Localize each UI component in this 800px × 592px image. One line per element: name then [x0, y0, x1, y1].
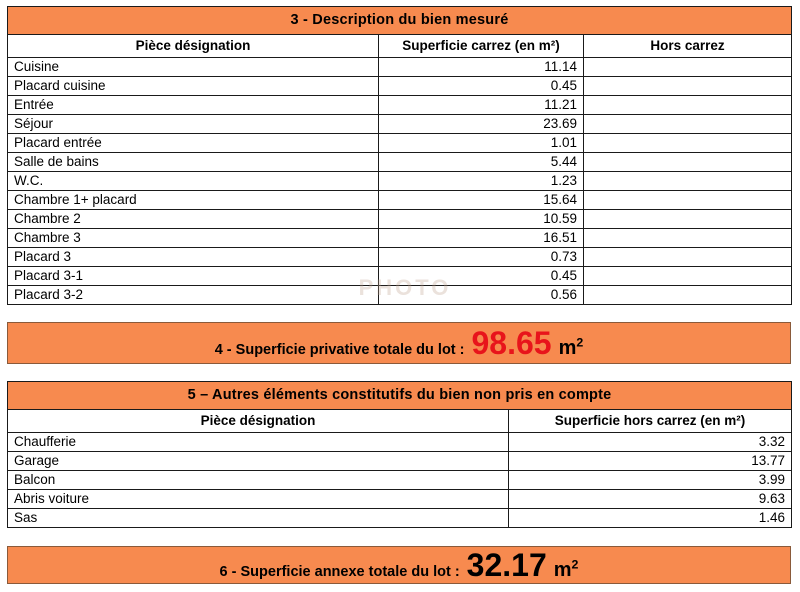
room-name: Entrée: [8, 96, 379, 115]
room-carrez-value: 15.64: [379, 191, 584, 210]
room-carrez-value: 0.56: [379, 286, 584, 305]
room-carrez-value: 0.45: [379, 267, 584, 286]
table-row: [8, 77, 792, 96]
table-row: [8, 471, 792, 490]
table-row: [8, 509, 792, 528]
column-header-designation-annex: Pièce désignation: [8, 410, 509, 433]
column-header-hors-carrez-annex: Superficie hors carrez (en m²): [509, 410, 792, 433]
table-row: [8, 134, 792, 153]
watermark: PHOTO: [358, 275, 452, 300]
table-row: [8, 172, 792, 191]
room-hors-carrez-value: [584, 191, 792, 210]
annex-hors-carrez-value: 13.77: [509, 452, 792, 471]
room-name: Placard entrée: [8, 134, 379, 153]
table-row: [8, 210, 792, 229]
table-row: [8, 490, 792, 509]
section-4-unit-exponent: 2: [576, 334, 584, 349]
section-6-value: 32.17: [466, 546, 547, 583]
room-carrez-value: 0.73: [379, 248, 584, 267]
section-6-unit-text: m: [553, 558, 572, 581]
room-carrez-value: 0.45: [379, 77, 584, 96]
room-name: Placard 3: [8, 248, 379, 267]
room-carrez-value: 10.59: [379, 210, 584, 229]
room-hors-carrez-value: [584, 115, 792, 134]
column-header-hors-carrez: Hors carrez: [584, 35, 792, 58]
section-5-header-row: [8, 410, 792, 433]
annex-name: Sas: [8, 509, 509, 528]
room-name: Placard 3-1: [8, 267, 379, 286]
table-row: [8, 96, 792, 115]
room-carrez-value: 23.69: [379, 115, 584, 134]
room-carrez-value: 11.21: [379, 96, 584, 115]
table-row: [8, 286, 792, 305]
room-carrez-value: 11.14: [379, 58, 584, 77]
annex-name: Garage: [8, 452, 509, 471]
section-5-title: 5 – Autres éléments constitutifs du bien non pris en compte: [8, 382, 792, 410]
table-row: [8, 267, 792, 286]
annex-name: Chaufferie: [8, 433, 509, 452]
table-row: [8, 433, 792, 452]
section-4-unit-text: m: [558, 336, 577, 359]
section-6-total-inner: [219, 546, 579, 583]
annex-hors-carrez-value: 3.32: [509, 433, 792, 452]
section-3-block: [7, 6, 791, 305]
room-name: Placard 3-2: [8, 286, 379, 305]
section-4-total-banner: [7, 322, 791, 364]
room-name: Chambre 3: [8, 229, 379, 248]
section-3-table: [7, 6, 792, 305]
room-hors-carrez-value: [584, 96, 792, 115]
section-6-total-banner: [7, 546, 791, 584]
section-5-table: [7, 381, 792, 528]
annex-name: Abris voiture: [8, 490, 509, 509]
table-row: [8, 452, 792, 471]
section-4-value: 98.65: [471, 324, 552, 361]
section-6-unit: [553, 556, 579, 582]
section-3-title-row: [8, 7, 792, 35]
section-5-block: [7, 381, 791, 528]
room-hors-carrez-value: [584, 172, 792, 191]
table-row: [8, 115, 792, 134]
annex-hors-carrez-value: 9.63: [509, 490, 792, 509]
section-4-total-inner: [214, 324, 584, 361]
table-row: [8, 248, 792, 267]
table-row: [8, 153, 792, 172]
room-hors-carrez-value: [584, 248, 792, 267]
room-name: Séjour: [8, 115, 379, 134]
room-name: Cuisine: [8, 58, 379, 77]
section-5-title-row: [8, 382, 792, 410]
table-row: [8, 58, 792, 77]
room-carrez-value: 16.51: [379, 229, 584, 248]
column-header-carrez: Superficie carrez (en m²): [379, 35, 584, 58]
room-hors-carrez-value: [584, 267, 792, 286]
room-name: Chambre 1+ placard: [8, 191, 379, 210]
annex-name: Balcon: [8, 471, 509, 490]
room-carrez-value: 1.23: [379, 172, 584, 191]
room-name: Placard cuisine: [8, 77, 379, 96]
room-name: W.C.: [8, 172, 379, 191]
annex-hors-carrez-value: 1.46: [509, 509, 792, 528]
room-carrez-value: 1.01: [379, 134, 584, 153]
room-hors-carrez-value: [584, 58, 792, 77]
room-name: Salle de bains: [8, 153, 379, 172]
section-3-header-row: [8, 35, 792, 58]
section-6-label: 6 - Superficie annexe totale du lot :: [219, 563, 460, 580]
table-row: [8, 191, 792, 210]
room-hors-carrez-value: [584, 153, 792, 172]
annex-hors-carrez-value: 3.99: [509, 471, 792, 490]
section-3-title: 3 - Description du bien mesuré: [8, 7, 792, 35]
room-hors-carrez-value: [584, 286, 792, 305]
table-row: [8, 229, 792, 248]
section-4-label: 4 - Superficie privative totale du lot :: [214, 341, 465, 358]
section-4-unit: [558, 334, 584, 360]
room-carrez-value: 5.44: [379, 153, 584, 172]
room-hors-carrez-value: [584, 77, 792, 96]
section-6-unit-exponent: 2: [571, 556, 579, 571]
room-hors-carrez-value: [584, 210, 792, 229]
column-header-designation: Pièce désignation: [8, 35, 379, 58]
room-hors-carrez-value: [584, 134, 792, 153]
room-hors-carrez-value: [584, 229, 792, 248]
room-name: Chambre 2: [8, 210, 379, 229]
